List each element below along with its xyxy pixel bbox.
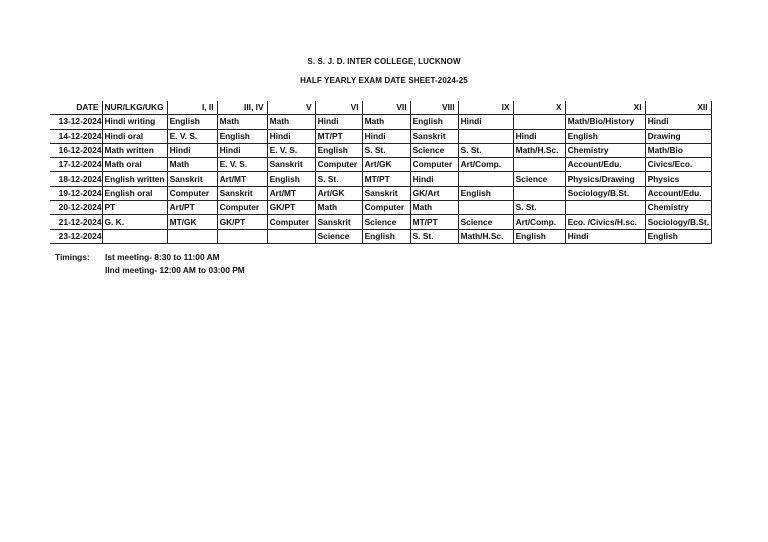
subject-cell: Science [513,172,565,186]
table-row [50,129,711,143]
subject-cell: S. St. [362,143,410,157]
column-header: IX [458,101,513,115]
subject-cell: Math [410,201,458,215]
subject-cell: Science [410,143,458,157]
subject-cell: Math [167,158,217,172]
subject-cell: English [513,229,565,243]
subject-cell [167,229,217,243]
timing-line-1: Ist meeting- 8:30 to 11:00 AM [105,252,220,262]
subject-cell: Math [267,115,315,129]
subject-cell: Math/Bio/History [565,115,645,129]
date-cell: 14-12-2024 [50,129,102,143]
subject-cell: Art/MT [217,172,267,186]
date-sheet-table [50,101,712,244]
subject-cell [513,186,565,200]
timings-label: Timings: [55,252,90,262]
subject-cell: Math [315,201,362,215]
date-cell: 18-12-2024 [50,172,102,186]
subject-cell: Math/Bio [645,143,711,157]
subject-cell: English [267,172,315,186]
subject-cell: Hindi [513,129,565,143]
subject-cell [513,115,565,129]
table-row [50,115,711,129]
subject-cell: Computer [217,201,267,215]
subject-cell [267,229,315,243]
subject-cell: Science [458,215,513,229]
subject-cell: English [410,115,458,129]
subject-cell: Sanskrit [267,158,315,172]
subject-cell: English [315,143,362,157]
subject-cell: Sociology/B.St. [565,186,645,200]
subject-cell: Hindi [458,115,513,129]
subject-cell: Sanskrit [315,215,362,229]
subject-cell: S. St. [410,229,458,243]
column-header: VII [362,101,410,115]
subject-cell: GK/PT [267,201,315,215]
subject-cell [513,158,565,172]
subject-cell: Physics/Drawing [565,172,645,186]
subject-cell: Computer [410,158,458,172]
subject-cell: Art/GK [315,186,362,200]
subject-cell: MT/PT [315,129,362,143]
subject-cell: English oral [102,186,167,200]
subject-cell: Hindi [410,172,458,186]
subject-cell: Science [315,229,362,243]
subject-cell: Sanskrit [410,129,458,143]
subject-cell: Physics [645,172,711,186]
date-cell: 16-12-2024 [50,143,102,157]
subject-cell [102,229,167,243]
subject-cell: Art/PT [167,201,217,215]
table-row [50,158,711,172]
subject-cell: English written [102,172,167,186]
date-cell: 21-12-2024 [50,215,102,229]
subject-cell: E. V. S. [217,158,267,172]
subject-cell: Hindi [645,115,711,129]
subject-cell: MT/PT [362,172,410,186]
subject-cell: S. St. [458,143,513,157]
table-row [50,229,711,243]
subject-cell: Science [362,215,410,229]
date-cell: 19-12-2024 [50,186,102,200]
subject-cell: Computer [362,201,410,215]
subject-cell: MT/PT [410,215,458,229]
subject-cell: Drawing [645,129,711,143]
subject-cell: Art/Comp. [458,158,513,172]
subject-cell: Math written [102,143,167,157]
table-body [50,115,711,244]
date-cell: 20-12-2024 [50,201,102,215]
subject-cell: Sanskrit [217,186,267,200]
subject-cell: Sanskrit [362,186,410,200]
column-header: I, II [167,101,217,115]
column-header: V [267,101,315,115]
column-header: III, IV [217,101,267,115]
timing-line-2: IInd meeting- 12:00 AM to 03:00 PM [105,265,245,275]
column-header: DATE [50,101,102,115]
subject-cell: G. K. [102,215,167,229]
subject-cell: English [645,229,711,243]
date-cell: 23-12-2024 [50,229,102,243]
subject-cell: Hindi [217,143,267,157]
subject-cell: Math [217,115,267,129]
subject-cell: Art/GK [362,158,410,172]
subject-cell: English [458,186,513,200]
subject-cell: Art/MT [267,186,315,200]
school-title: S. S. J. D. INTER COLLEGE, LUCKNOW [307,57,461,66]
subject-cell: Computer [315,158,362,172]
subject-cell: Hindi [267,129,315,143]
table-row [50,201,711,215]
column-header: X [513,101,565,115]
column-header: VIII [410,101,458,115]
subject-cell: Math oral [102,158,167,172]
subject-cell: English [362,229,410,243]
subject-cell: Account/Edu. [565,158,645,172]
subject-cell: GK/PT [217,215,267,229]
subject-cell: E. V. S. [267,143,315,157]
subject-cell: Chemistry [565,143,645,157]
subject-cell: Computer [167,186,217,200]
column-header: NUR/LKG/UKG [102,101,167,115]
subject-cell: English [167,115,217,129]
subject-cell: Hindi [565,229,645,243]
subject-cell [458,129,513,143]
table-row [50,143,711,157]
subject-cell: PT [102,201,167,215]
column-header: XII [645,101,711,115]
subject-cell [217,229,267,243]
table-header-row [50,101,711,115]
date-cell: 17-12-2024 [50,158,102,172]
column-header: XI [565,101,645,115]
date-cell: 13-12-2024 [50,115,102,129]
subject-cell: Math/H.Sc. [458,229,513,243]
subject-cell: English [565,129,645,143]
subject-cell: Hindi writing [102,115,167,129]
column-header: VI [315,101,362,115]
subject-cell: Hindi [362,129,410,143]
subject-cell: Hindi [315,115,362,129]
subject-cell: Sociology/B.St. [645,215,711,229]
subject-cell: Sanskrit [167,172,217,186]
subject-cell: E. V. S. [167,129,217,143]
subject-cell [565,201,645,215]
subject-cell: S. St. [513,201,565,215]
subject-cell: S. St. [315,172,362,186]
subject-cell: Computer [267,215,315,229]
subject-cell: English [217,129,267,143]
subject-cell [458,201,513,215]
subject-cell: Civics/Eco. [645,158,711,172]
subject-cell: Account/Edu. [645,186,711,200]
subject-cell [458,172,513,186]
subject-cell: Art/Comp. [513,215,565,229]
table-row [50,186,711,200]
table-row [50,215,711,229]
subject-cell: Chemistry [645,201,711,215]
subject-cell: Math/H.Sc. [513,143,565,157]
table-row [50,172,711,186]
subject-cell: GK/Art [410,186,458,200]
subject-cell: Hindi oral [102,129,167,143]
subject-cell: Hindi [167,143,217,157]
subject-cell: Eco. /Civics/H.sc. [565,215,645,229]
subject-cell: MT/GK [167,215,217,229]
exam-subtitle: HALF YEARLY EXAM DATE SHEET-2024-25 [300,76,468,85]
subject-cell: Math [362,115,410,129]
